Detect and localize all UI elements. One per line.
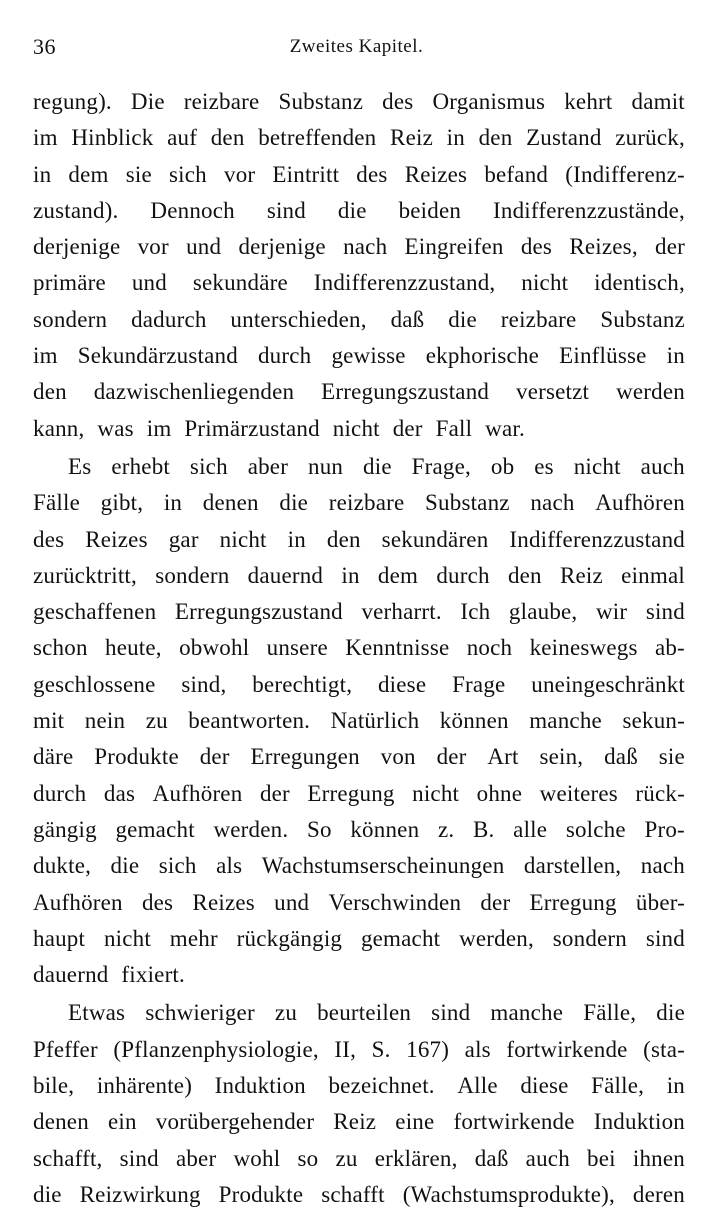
text-line: geschlossene sind, berechtigt, diese Frage uneingeschränkt <box>33 671 685 697</box>
text-line: geschaffenen Erregungszustand verharrt. Ich glaube, wir sind <box>33 599 685 625</box>
text-line: zurücktritt, sondern dauernd in dem durch den Reiz einmal <box>33 562 685 588</box>
text-line: Es erhebt sich aber nun die Frage, ob es nicht auch <box>68 453 685 479</box>
text-line: Etwas schwieriger zu beurteilen sind manche Fälle, die <box>68 1000 685 1026</box>
text-line: den dazwischenliegenden Erregungszustand versetzt werden <box>33 379 685 405</box>
text-line: des Reizes gar nicht in den sekundären Indifferenzzustand <box>33 526 685 552</box>
text-line: denen ein vorübergehender Reiz eine fortwirkende Induktion <box>33 1109 685 1135</box>
text-line: kann, was im Primärzustand nicht der Fall war. <box>33 415 525 441</box>
text-line: die Reizwirkung Produkte schafft (Wachstumsprodukte), deren <box>33 1181 685 1207</box>
running-head: Zweites Kapitel. <box>289 36 424 57</box>
text-line: däre Produkte der Erregungen von der Art sein, daß sie <box>33 744 685 770</box>
text-line: im Hinblick auf den betreffenden Reiz in den Zustand zurück, <box>33 125 685 151</box>
text-line: schon heute, obwohl unsere Kenntnisse noch keineswegs ab- <box>33 635 685 661</box>
text-line: Fälle gibt, in denen die reizbare Substanz nach Aufhören <box>33 490 685 516</box>
page-header <box>33 34 680 64</box>
text-line: Aufhören des Reizes und Verschwinden der Erregung über- <box>33 889 685 915</box>
text-line: durch das Aufhören der Erregung nicht ohne weiteres rück- <box>33 780 685 806</box>
text-line: gängig gemacht werden. So können z. B. alle solche Pro- <box>33 816 685 842</box>
text-line: sondern dadurch unterschieden, daß die reizbare Substanz <box>33 306 685 332</box>
page-number: 36 <box>33 34 56 59</box>
text-line: bile, inhärente) Induktion bezeichnet. Alle diese Fälle, in <box>33 1073 685 1099</box>
text-line: derjenige vor und derjenige nach Eingreifen des Reizes, der <box>33 234 685 260</box>
text-line: regung). Die reizbare Substanz des Organismus kehrt damit <box>33 89 685 114</box>
text-line: im Sekundärzustand durch gewisse ekphorische Einflüsse in <box>33 343 685 369</box>
text-line: dauernd fixiert. <box>33 962 185 988</box>
text-line: zustand). Dennoch sind die beiden Indifferenzzustände, <box>33 197 685 223</box>
text-line: Pfeffer (Pflanzenphysiologie, II, S. 167) als fortwirkende (sta- <box>33 1036 685 1062</box>
text-line: in dem sie sich vor Eintritt des Reizes befand (Indifferenz- <box>33 161 685 187</box>
text-line: primäre und sekundäre Indifferenzzustand, nicht identisch, <box>33 270 685 296</box>
text-line: dukte, die sich als Wachstumserscheinungen darstellen, nach <box>33 853 685 879</box>
text-line: schafft, sind aber wohl so zu erklären, daß auch bei ihnen <box>33 1145 685 1171</box>
body-text <box>33 84 685 1213</box>
text-line: mit nein zu beantworten. Natürlich können manche sekun- <box>33 708 685 734</box>
text-line: haupt nicht mehr rückgängig gemacht werden, sondern sind <box>33 925 685 951</box>
